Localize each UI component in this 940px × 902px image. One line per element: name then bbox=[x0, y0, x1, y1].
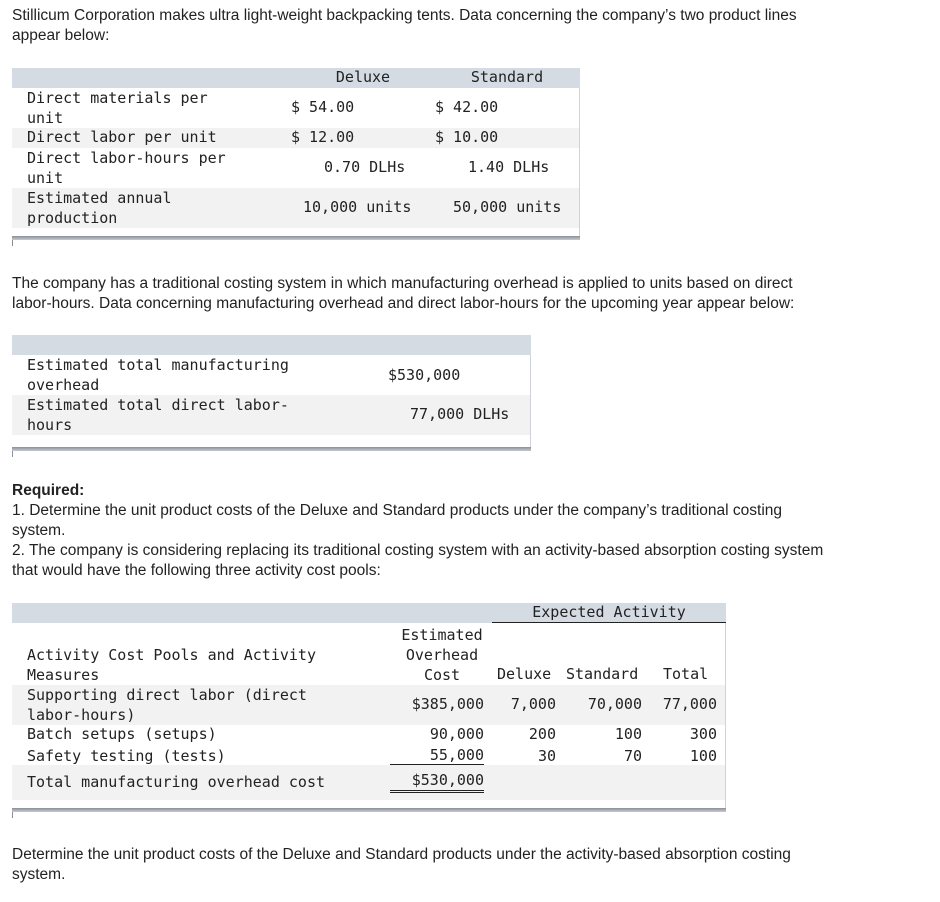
expected-activity-header: Expected Activity bbox=[492, 603, 726, 623]
required-item-2: 2. The company is considering replacing its traditional costing system with an activity-based absorption costing system that would have the following three activity cost pools: bbox=[12, 542, 824, 579]
activity-row-label: Batch setups (setups) bbox=[27, 725, 217, 743]
standard-labor: $ 10.00 bbox=[435, 128, 499, 146]
required-item-1: 1. Determine the unit product costs of the Deluxe and Standard products under the company’s traditional costing system. bbox=[12, 502, 782, 539]
required-heading: Required: bbox=[12, 482, 85, 499]
table-bottom-rule bbox=[12, 236, 580, 240]
table-bottom-rule bbox=[12, 447, 531, 451]
standard-col-header: Standard bbox=[566, 665, 639, 683]
activity-row-label: Safety testing (tests) bbox=[27, 747, 226, 765]
row-label: Estimated total manufacturing overhead bbox=[27, 356, 289, 394]
row-label: Direct labor-hours per unit bbox=[27, 149, 226, 187]
deluxe-col-header: Deluxe bbox=[497, 665, 552, 683]
deluxe-production: 10,000 units bbox=[303, 198, 412, 216]
standard-supporting: 70,000 bbox=[587, 695, 642, 713]
total-supporting: 77,000 bbox=[662, 695, 717, 713]
row-label: Estimated total direct labor- hours bbox=[27, 396, 289, 434]
activity-row-label: Supporting direct labor (direct labor-hours) bbox=[27, 686, 307, 724]
total-tests: 100 bbox=[689, 747, 717, 765]
total-overhead-cost: $530,000 bbox=[390, 771, 484, 793]
traditional-costing-text: The company has a traditional costing system in which manufacturing overhead is applied to units based on direct labor-hours. Data concerning manufacturing overhead and direct labor-hours for the upcoming year appear below: bbox=[12, 275, 795, 312]
deluxe-tests: 30 bbox=[537, 747, 556, 765]
table-bottom-rule bbox=[12, 808, 726, 812]
cost-col-header: Estimated Overhead Cost bbox=[401, 626, 483, 684]
deluxe-materials: $ 54.00 bbox=[291, 98, 355, 116]
header-deluxe: Deluxe bbox=[335, 68, 391, 86]
standard-materials: $ 42.00 bbox=[435, 98, 499, 116]
table-edge bbox=[725, 623, 726, 808]
intro-text: Stillicum Corporation makes ultra light-weight backpacking tents. Data concerning the company’s two product lines appear below: bbox=[12, 7, 797, 44]
table-edge bbox=[579, 88, 580, 238]
total-overhead-label: Total manufacturing overhead cost bbox=[27, 773, 326, 791]
row-label: Estimated annual production bbox=[27, 189, 172, 227]
dlh-value: 77,000 DLHs bbox=[410, 405, 510, 423]
deluxe-labor: $ 12.00 bbox=[291, 128, 355, 146]
header-standard: Standard bbox=[470, 68, 544, 86]
standard-tests: 70 bbox=[623, 747, 642, 765]
standard-production: 50,000 units bbox=[453, 198, 562, 216]
row-label: Direct labor per unit bbox=[27, 128, 217, 146]
row-label: Direct materials per unit bbox=[27, 89, 208, 127]
cost-setups: 90,000 bbox=[429, 725, 484, 743]
standard-dlh: 1.40 DLHs bbox=[468, 158, 550, 176]
activity-col-header: Activity Cost Pools and Activity Measures bbox=[27, 646, 316, 684]
deluxe-supporting: 7,000 bbox=[510, 695, 556, 713]
table-edge bbox=[530, 355, 531, 450]
standard-setups: 100 bbox=[614, 725, 642, 743]
overhead-value: $530,000 bbox=[388, 366, 461, 384]
total-setups: 300 bbox=[689, 725, 717, 743]
cost-tests: 55,000 bbox=[390, 746, 484, 765]
total-col-header: Total bbox=[663, 665, 709, 683]
cost-supporting: $385,000 bbox=[411, 695, 484, 713]
table-header-band bbox=[12, 335, 531, 355]
deluxe-dlh: 0.70 DLHs bbox=[324, 158, 406, 176]
deluxe-setups: 200 bbox=[528, 725, 556, 743]
final-question: Determine the unit product costs of the Deluxe and Standard products under the activity-based absorption costing system. bbox=[12, 846, 791, 883]
